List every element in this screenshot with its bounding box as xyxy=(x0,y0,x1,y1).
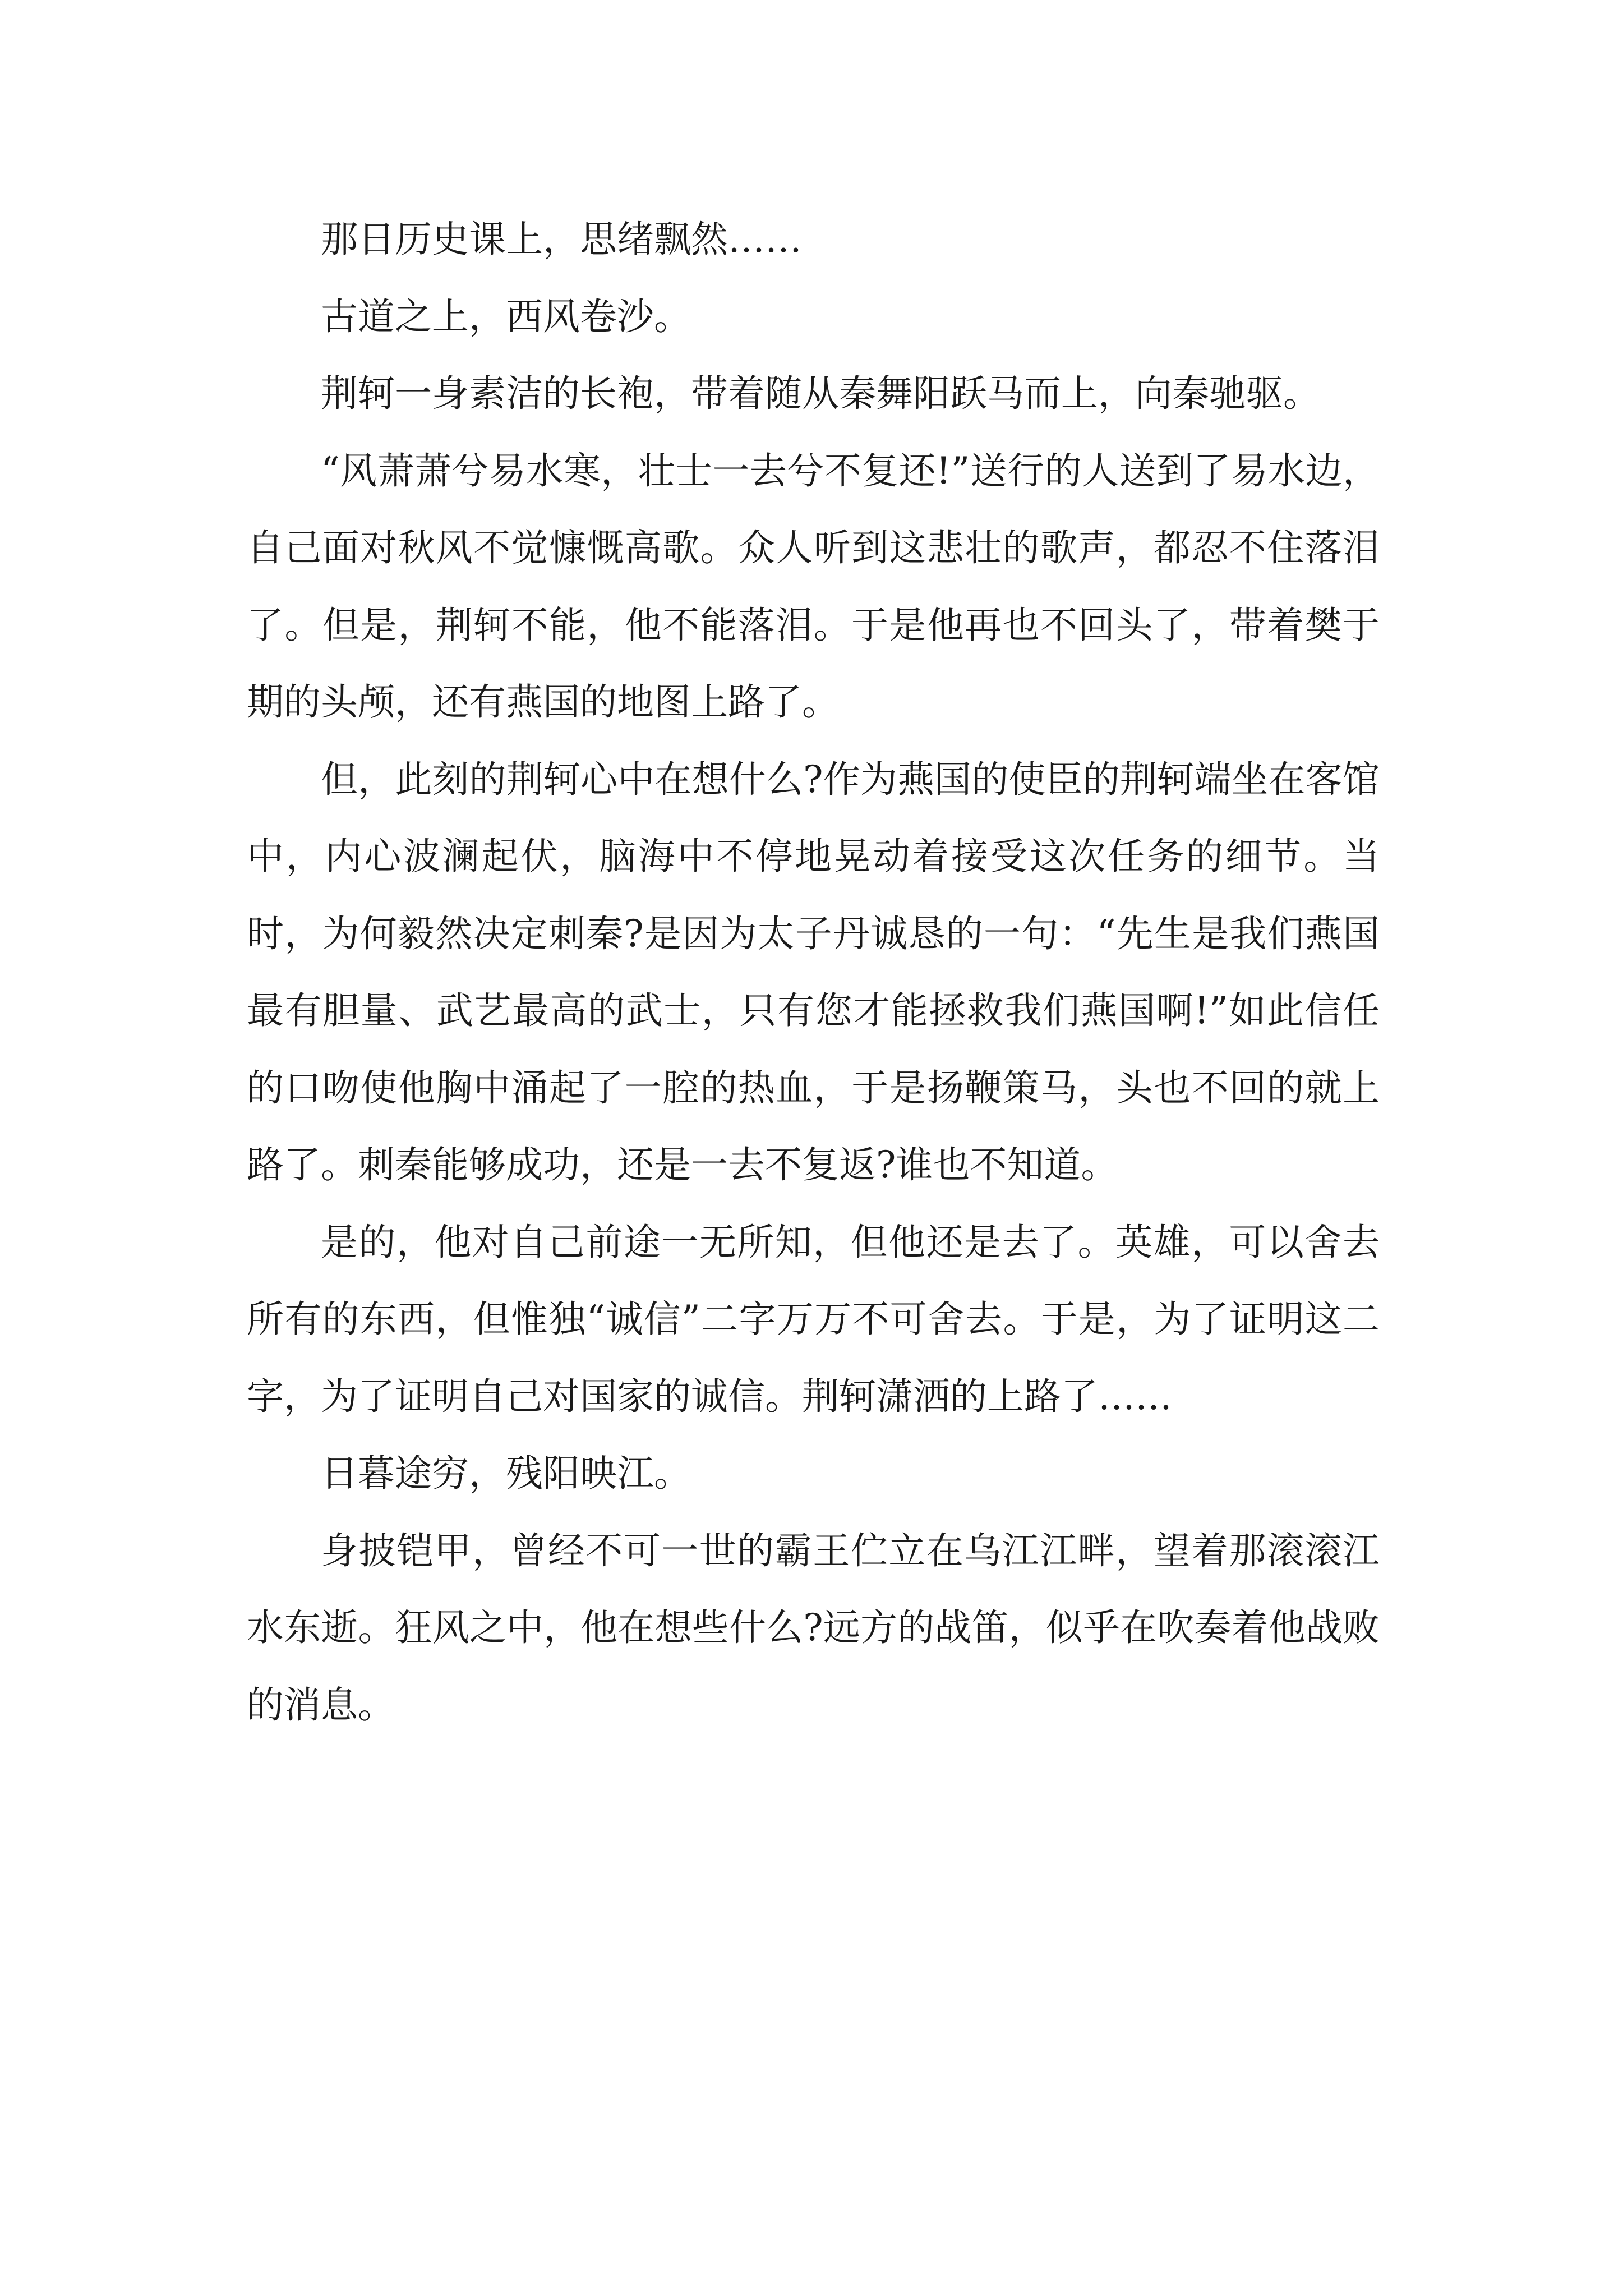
paragraph-6: 是的，他对自己前途一无所知，但他还是去了。英雄，可以舍去所有的东西，但惟独“诚信”二字万万不可舍去。于是，为了证明这二字，为了证明自己对国家的诚信。荆轲潇洒的上路了…… xyxy=(247,1220,1380,1418)
paragraph-4: “风萧萧兮易水寒，壮士一去兮不复还!”送行的人送到了易水边，自己面对秋风不觉慷慨高歌。众人听到这悲壮的歌声，都忍不住落泪了。但是，荆轲不能，他不能落泪。于是他再也不回头了，带着樊于期的头颅，还有燕国的地图上路了。 xyxy=(247,449,1380,724)
paragraph-3: 荆轲一身素洁的长袍，带着随从秦舞阳跃马而上，向秦驰驱。 xyxy=(321,372,1320,415)
paragraph-8: 身披铠甲，曾经不可一世的霸王伫立在乌江江畔，望着那滚滚江水东逝。狂风之中，他在想些什么?远方的战笛，似乎在吹奏着他战败的消息。 xyxy=(247,1529,1380,1727)
paragraph-7: 日暮途穷，残阳映江。 xyxy=(321,1452,691,1495)
paragraph-2: 古道之上，西风卷沙。 xyxy=(321,295,691,338)
paragraph-5: 但，此刻的荆轲心中在想什么?作为燕国的使臣的荆轲端坐在客馆中，内心波澜起伏，脑海中不停地晃动着接受这次任务的细节。当时，为何毅然决定刺秦?是因为太子丹诚恳的一句：“先生是我们燕国最有胆量、武艺最高的武士，只有您才能拯救我们燕国啊!”如此信任的口吻使他胸中涌起了一腔的热血，于是扬鞭策马，头也不回的就上路了。刺秦能够成功，还是一去不复返?谁也不知道。 xyxy=(247,757,1380,1186)
body-text xyxy=(247,201,1380,1743)
paragraph-1: 那日历史课上，思绪飘然…… xyxy=(321,218,802,261)
